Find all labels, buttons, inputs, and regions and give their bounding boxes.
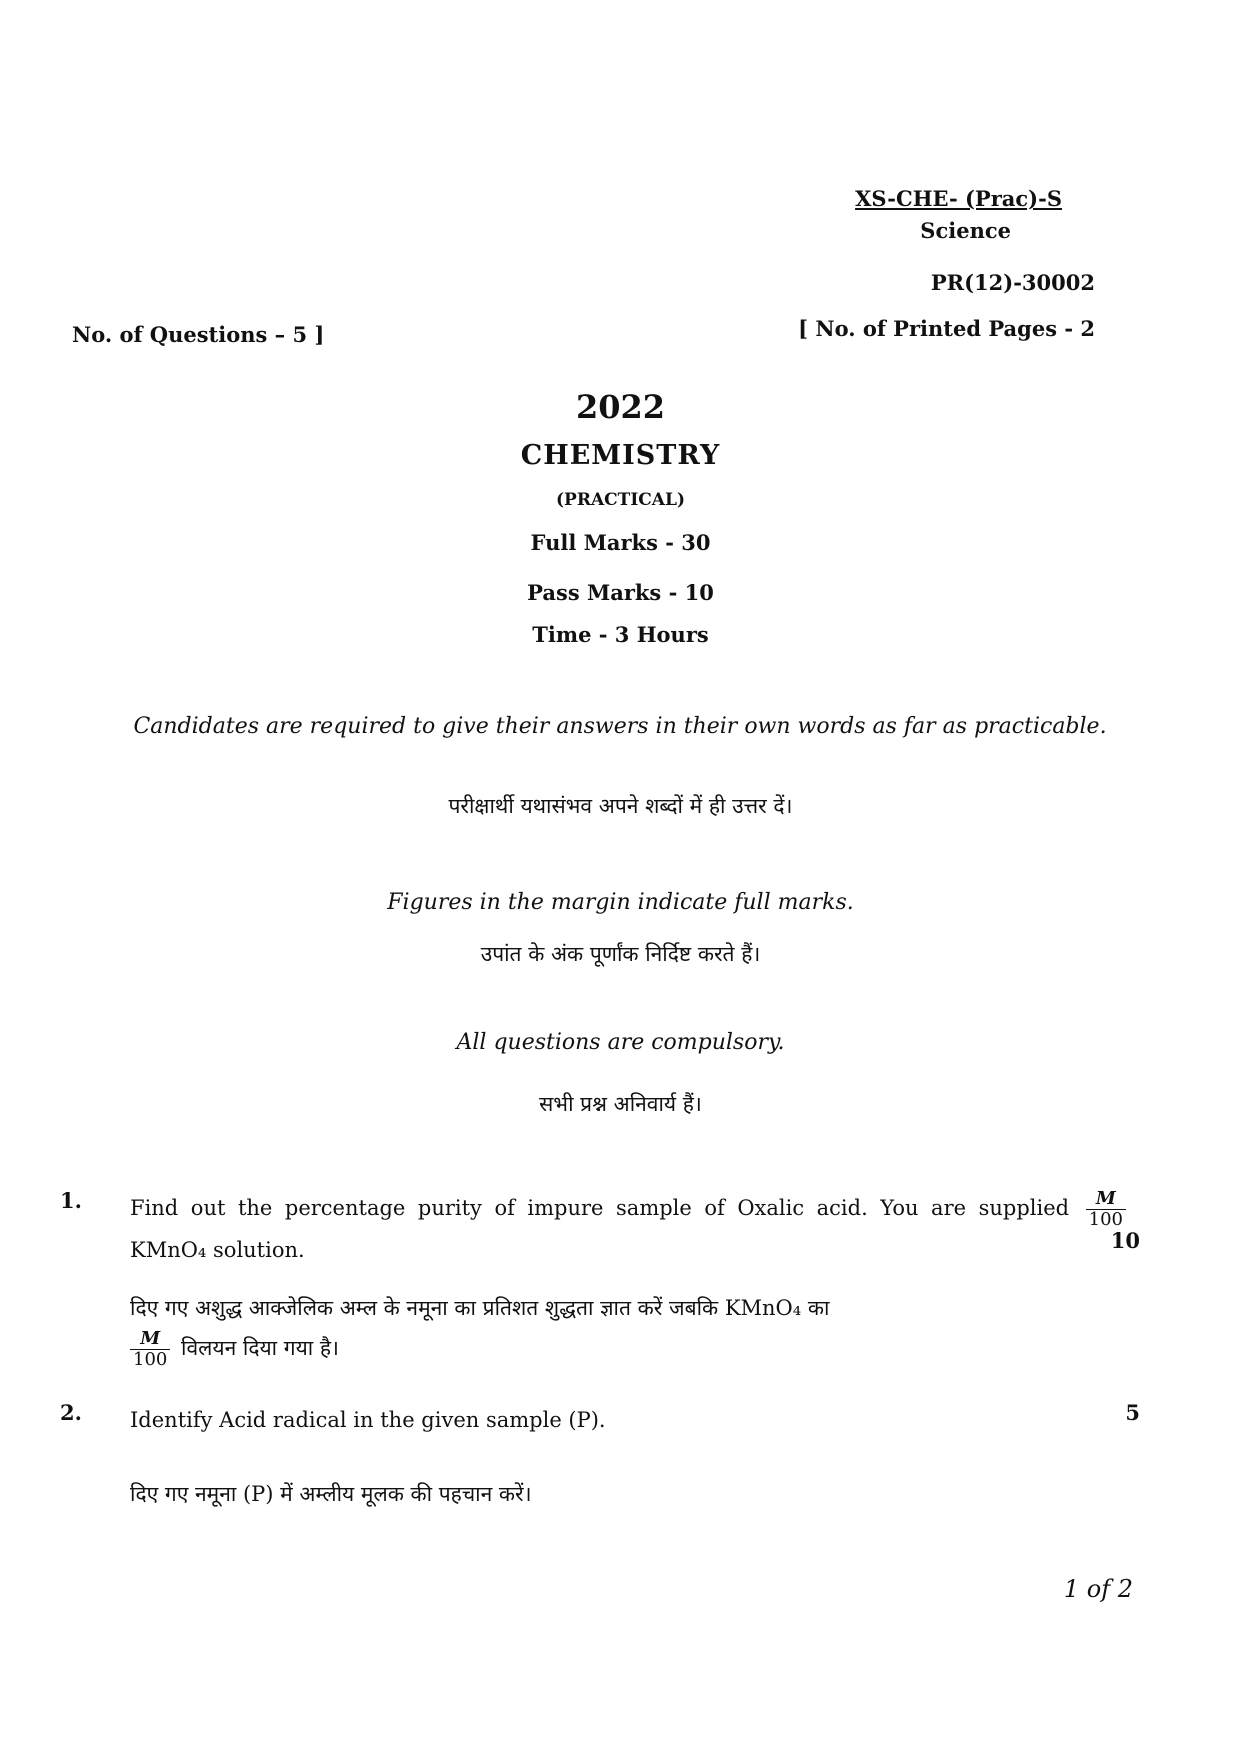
instruction-own-words: Candidates are required to give their answers in their own words as far as practicable. xyxy=(133,714,1107,739)
question-text-part-b: KMnO₄ solution. xyxy=(130,1238,305,1262)
question-1 xyxy=(60,1188,1140,1388)
time-allowed: Time - 3 Hours xyxy=(532,622,709,647)
question-text-hindi xyxy=(130,1288,1130,1370)
full-marks: Full Marks - 30 xyxy=(530,530,711,555)
question-number: 2. xyxy=(60,1400,82,1425)
question-text-english: Identify Acid radical in the given sample (P). xyxy=(130,1408,606,1432)
number-of-questions: No. of Questions – 5 ] xyxy=(72,322,325,347)
molarity-fraction-hindi xyxy=(130,1329,170,1370)
exam-title: CHEMISTRY xyxy=(520,440,721,471)
fraction-numerator: M xyxy=(130,1329,170,1350)
pass-marks: Pass Marks - 10 xyxy=(527,580,714,605)
page-number: 1 of 2 xyxy=(1063,1575,1133,1603)
question-hindi-part-b: विलयन दिया गया है। xyxy=(181,1336,340,1360)
fraction-numerator: M xyxy=(1086,1189,1126,1210)
question-text-english xyxy=(130,1188,1130,1270)
exam-year: 2022 xyxy=(575,388,666,426)
question-number: 1. xyxy=(60,1188,82,1213)
instruction-margin-hindi: उपांत के अंक पूर्णांक निर्दिष्ट करते हैं। xyxy=(480,942,761,966)
exam-code: XS-CHE- (Prac)-S xyxy=(855,186,1062,211)
number-of-pages: [ No. of Printed Pages - 2 xyxy=(798,316,1095,341)
question-2 xyxy=(60,1400,1140,1520)
question-text-part-a: Find out the percentage purity of impure sample of Oxalic acid. You are supplied xyxy=(130,1196,1070,1220)
fraction-denominator: 100 xyxy=(133,1349,168,1370)
question-hindi-part-a: दिए गए अशुद्ध आक्जेलिक अम्ल के नमूना का प्रतिशत शुद्धता ज्ञात करें जबकि KMnO₄ का xyxy=(130,1296,830,1320)
fraction-denominator: 100 xyxy=(1088,1209,1123,1230)
instruction-margin: Figures in the margin indicate full marks. xyxy=(387,890,854,915)
molarity-fraction xyxy=(1086,1189,1126,1230)
subject-label: Science xyxy=(920,218,1011,243)
exam-type: (PRACTICAL) xyxy=(556,490,685,510)
question-marks: 5 xyxy=(1125,1400,1140,1425)
instruction-compulsory: All questions are compulsory. xyxy=(456,1030,785,1055)
paper-id: PR(12)-30002 xyxy=(930,270,1095,295)
question-text-hindi: दिए गए नमूना (P) में अम्लीय मूलक की पहचान करें। xyxy=(130,1482,532,1506)
question-marks: 10 xyxy=(1110,1228,1140,1253)
instruction-own-words-hindi: परीक्षार्थी यथासंभव अपने शब्दों में ही उत्तर दें। xyxy=(448,794,793,818)
instruction-compulsory-hindi: सभी प्रश्न अनिवार्य हैं। xyxy=(539,1092,702,1116)
